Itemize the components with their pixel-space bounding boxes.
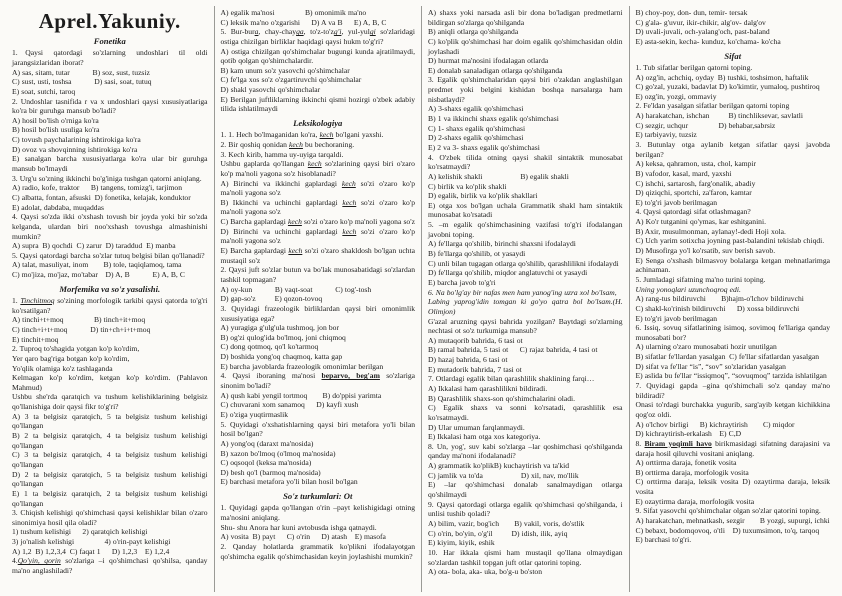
text-line: C) o'rin, bo'yin, o'g'il D) idish, ilik, ayiq [428, 528, 568, 538]
text-line: A) sas, sitam, tutar B) soz, sust, tuzsiz [12, 67, 150, 77]
text-line: B) 1 va ikkinchi shaxs egalik qo'shimchasi [428, 114, 559, 124]
text-line: C) bebaxt, bodomqovoq, o'tli D) tuxumsimon, to'q, tarqoq [635, 525, 820, 535]
text-line: C) chuvarani xom sanamoq D) kayfi xush [220, 400, 359, 410]
text-line: A) Ikkalasi ham qarashlilikni bildiradi. [428, 383, 548, 393]
text-line: A) tinchi+t+moq B) tinch+it+moq [12, 315, 146, 325]
text-line: E) –lar qo'shimchasi donalab sanalmaydigan otlarga qo'shilmaydi [428, 480, 623, 500]
text-line: E) barcha javob to'g'ri [428, 277, 496, 287]
text-line: D) qiziqchi, sportchi, za'faron, kamtar [635, 188, 752, 198]
text-line: C) tinch+i+t+moq D) tin+ch+i+t+moq [12, 324, 151, 334]
text-line: G'azal aruzning qaysi bahrida yozilgan? Baytdagi so'zlarning nechtasi ot so'z turkumiga mansub? [428, 316, 623, 336]
text-line: E) Ikkalasi ham otga xos kategoriya. [428, 432, 541, 442]
text-line: A) ota- bola, aka- uka, bo'g-u bo'ston [428, 567, 543, 577]
text-line: C) leksik ma'no o'zgarishi D) A va B E) A, B, C [220, 17, 387, 27]
doc-title: Aprel.Yakuniy. [38, 9, 181, 33]
text-line: D) egalik, birlik va ko'plik shakllari [428, 191, 538, 201]
text-line: Shu- shu Anora har kuni avtobusda ishga qatnaydi. [220, 522, 377, 532]
text-line: 3. Kech kirib, hamma uy-uyiga tarqaldi. [220, 149, 344, 159]
text-line: E) mutadorik bahrida, 7 tasi ot [428, 364, 522, 374]
text-line: 2. Fe'ldan yasalgan sifatlar berilgan qatorni toping [635, 101, 790, 111]
text-line: C) orttirma daraja, leksik vosita D) ozaytirma daraja, leksik vosita [635, 477, 830, 497]
text-line: C) unli bilan tugagan otlarga qo'shilib, qarashlilikni ifodalaydi [428, 258, 619, 268]
text-line: 1) tushum kelishigi 2) qaratqich kelishigi [12, 527, 148, 537]
text-line: D) shakl yasovchi qo'shimchalar [220, 85, 321, 95]
text-line: B) vafodor, kasal, mard, yaxshi [635, 168, 732, 178]
text-line: E) o'ziga yuqtirmaslik [220, 409, 289, 419]
text-line: 2. Tuproq to'shagida yotgan ko'p ko'rdim, [12, 344, 140, 354]
text-line: C) Barcha gaplardagi kech so'zi o'zaro ko'p ma'noli yagona so'z [220, 217, 415, 227]
text-line: E) sanalgan barcha xususiyatlarga ko'ra ular bir guruhga mansub bo'lmaydi [12, 154, 208, 174]
text-line: 5. Quyidagi o'xshatishlarning qaysi biri metafora yo'li bilan hosil bo'lgan? [220, 419, 415, 439]
text-line: Ushbu she'rda qaratqich va tushum kelishiklarining belgisiz qo'llanishiga doir qaysi fikr to'g'ri? [12, 392, 208, 412]
text-line: E) otga xos bo'lgan uchala Grammatik shakl ham sintaktik munosabat ko'rsatadi [428, 200, 623, 220]
text-line: 9. Qaysi qatordagi otlarga egalik qo'shimchasi qo'shilganda, i unlisi tushib qoladi? [428, 499, 623, 519]
text-line: A) orttirma daraja, fonetik vosita [635, 458, 737, 468]
text-line: E) barchasi to'g'ri. [635, 535, 692, 545]
text-line: A) Ko'r tutganini qo'ymas, kar eshitganini. [635, 217, 766, 227]
text-line: B) ramal bahrida, 5 tasi ot C) rajaz bahrida, 4 tasi ot [428, 345, 598, 355]
text-line: B) Qarashlilik shaxs-son qo'shimchalarini oladi. [428, 393, 576, 403]
text-line: A) harakatchan, mehnatkash, sezgir B yozgi, supurgi, ichki [635, 515, 830, 525]
text-line: A) ozg'in, achchiq, oyday B) tushki, toshsimon, haftalik [635, 72, 809, 82]
text-line: Onasi to'rdagi burchakka yugurib, sarg'ayib ketgan kichikkina qog'oz oldi. [635, 400, 830, 419]
text-line: 2. Bir qoshiq qonidan kech bu bechoraning. [220, 140, 355, 149]
text-line: D) fe'llarga qo'shilib, miqdor anglatuvchi ot yasaydi [428, 268, 588, 278]
text-line: 5. Qaysi qatordagi barcha so'zlar tutuq belgisi bilan qo'llanadi? [12, 250, 205, 260]
text-line: 3. Urg'u so'zning ikkinchi bo'g'iniga tushgan qatorni aniqlang. [12, 173, 202, 183]
text-line: 1. 1. Hech bo'lmaganidan ko'ra, kech bo'lgani yaxshi. [220, 130, 384, 140]
text-line: Uning yonoqlari uzunchoqroq edi. [635, 284, 741, 294]
text-line: A) mutaqorib bahrida, 6 tasi ot [428, 335, 523, 345]
text-line: A) grammatik ko'plikB) kuchaytirish va ta'kid [428, 461, 570, 471]
text-line: 1. Quyidagi gapda qo'llangan o'rin –payt kelishigidagi otning ma'nosini aniqlang. [220, 503, 415, 523]
text-line: A) 3 ta belgisiz qaratqich, 5 ta belgisiz tushum kelishigi qo'llangan [12, 411, 208, 431]
column-4 [629, 6, 837, 592]
text-line: A) kelishik shakli B) egalik shakli [428, 171, 569, 181]
text-line: D) Ular umuman farqlanmaydi. [428, 422, 525, 432]
text-line: C) 1- shaxs egalik qo'shimchasi [428, 123, 526, 133]
text-line: Ushbu gaplarda qo'llangan kech so'zlarining qaysi biri o'zaro ko'p ma'noli yagona so'z hisoblanadi? [220, 159, 415, 178]
text-line: B) Axir, musulmonman, aylanay!-dedi Hoji xola. [635, 226, 786, 236]
text-line: C) jamlik va to'da D) xil, nav, mo'llik [428, 470, 579, 480]
text-line: E) adolat, dabdaba, muqaddas [12, 202, 104, 212]
text-line: 4. O'zbek tilida otning qaysi shakil sintaktik munosabat ko'rsatmaydi? [428, 152, 623, 172]
text-line: E) donalab sanaladigan otlarga qo'shilganda [428, 65, 563, 75]
text-line: D) boshida yong'oq chaqmoq, katta gap [220, 352, 343, 362]
text-line: A) Birinchi va ikkinchi gaplardagi kech so'zi o'zaro ko'p ma'noli yagona so'z [220, 178, 416, 198]
text-line: 7. Otlardagi egalik bilan qarashlilik shaklining farqi… [428, 374, 595, 384]
text-line: 3. Egalik qo'shimchalaridan qaysi biri o'zakdan anglashilgan predmet yoki belgini kishidan boshqa narsalarga ham nisbatlaydi? [428, 75, 623, 104]
text-line: A) bilim, vazir, bog'ich B) vakil, voris, do'stlik [428, 518, 585, 528]
text-line: C) ishchi, sartarosh, farg'onalik, abadiy [635, 178, 756, 188]
text-line: B) xazon bo'lmoq (o'lmoq ma'nosida) [220, 448, 336, 458]
section-heading: Sifat [724, 50, 742, 61]
text-line: D) 2 ta belgisiz qaratqich, 5 ta belgisiz tushum kelishigi qo'llangan [12, 469, 208, 489]
text-line: A) qush kabi yengil tortmoq B) do'ppisi yarimta [220, 390, 382, 400]
text-line: A) keksa, qahramon, usta, chol, kampir [635, 159, 757, 169]
column-2 [214, 6, 422, 592]
section-heading: Fonetika [93, 36, 126, 47]
text-line: 2. Qaysi juft so'zlar butun va bo'lak munosabatidagi so'zlardan tashkil topmagan? [220, 265, 415, 284]
text-line: C) albatta, fontan, afsuski D) fonetika, kelajak, konduktor [12, 192, 191, 202]
text-line: D) hurmat ma'nosini ifodalagan otlarda [428, 56, 549, 66]
text-line: E) aslida bu fe'llar “issiqmoq”, “sovuqmoq” tarzida ishlatilgan [635, 371, 827, 381]
text-line: E) ozg'in, yozgi, ommaviy [635, 91, 717, 101]
text-line: A) ularning o'zaro munosabati hozir unutilgan [635, 342, 777, 352]
text-line: C) dong qotmoq, qo'l ko'tarmoq [220, 342, 319, 352]
text-line: C) birlik va ko'plik shakli [428, 181, 507, 191]
text-line: 4. Qaysi qatordagi sifat otlashmagan? [635, 207, 751, 217]
text-line: E) ozaytirma daraja, morfologik vosita [635, 496, 755, 506]
text-line: C) tovush paychalarining ishtirokiga ko'ra [12, 135, 141, 145]
section-heading: Leksikologiya [293, 118, 343, 129]
text-line: B) Ikkinchi va uchinchi gaplardagi kech so'zi o'zaro ko'p ma'noli yagona so'z [220, 197, 415, 217]
text-line: B) sifatlar fe'llardan yasalgan C) fe'llar sifatlardan yasalgan [635, 352, 820, 362]
text-line: B) 2 ta belgisiz qaratqich, 4 ta belgisiz tushum kelishigi qo'llangan [12, 431, 208, 450]
text-line: E) 2 va 3- shaxs egalik qo'shimchasi [428, 142, 540, 152]
text-line: 5. Bur-bura, chay-chayga, to'z-to'zg'i, yul-yulgi so'zlaridagi ostiga chizilgan birliklar haqidagi qaysi hukm to'g'ri? [220, 27, 415, 46]
text-line: C) mo'jiza, mo'jaz, mo'tabar D) A, B E) A, B, C [12, 270, 185, 280]
text-line: C) Uch yarim sotixcha joyning past-balandini tekislab chiqdi. [635, 236, 825, 246]
text-line: E) barcha javoblarda frazeologik omonimlar berilgan [220, 361, 384, 371]
column-3 [421, 6, 629, 592]
text-line: C) shakl-ko'rinish bildiruvchi D) xossa bildiruvchi [635, 303, 800, 313]
text-line: 1. Qaysi qatordagi so'zlarning undoshlari til oldi jarangsizlaridan iborat? [12, 48, 208, 67]
text-line: 8. Biram yoqimli havo birikmasidagi sifatning darajasini va daraja hosil qiluvchi vositani aniqlang. [635, 438, 830, 458]
text-line: A) o'lchov birligi B) kichraytirish C) miqdor [635, 419, 795, 429]
text-line: D) Birinchi va uchinchi gaplardagi kech so'zi o'zaro ko'p ma'noli yagona so'z [220, 226, 415, 246]
text-line: 3. Butunlay otga aylanib ketgan sifatlar qaysi javobda berilgan? [635, 140, 830, 159]
text-line: E) 1 ta belgisiz qaratqich, 2 ta belgisiz tushum kelishigi qo'llangan [12, 488, 208, 508]
text-line: 3. Quyidagi frazeologik birliklardan qaysi biri omonimlik xususiyatiga ega? [220, 303, 415, 323]
text-line: Labing yaprog'idin tomgan ki go'yo qatra bol bo'lsam.(H. Olimjon) [428, 297, 623, 316]
text-line: 5. –m egalik qo'shimchasining vazifasi to'g'ri ifodalangan javobni toping. [428, 220, 623, 239]
text-line: E) Senga o'xshash bilmasvoy bolalarga ketgan mehnatlarimga achinaman. [635, 255, 830, 275]
text-line: A) supra B) qochdi C) zarur D) taraddud E) manba [12, 241, 176, 251]
text-line: A) shaxs yoki narsada asli bir dona bo'ladigan predmetlarni bildirgan so'zlarga qo'shilganda [428, 8, 623, 27]
text-line: A) egalik ma'nosi B) omonimik ma'no [220, 8, 367, 17]
text-line: 4. Qaysi so'zda ikki o'xshash tovush bir joyda yoki bir so'zda kelganda, ulardan biri noo'xshash tovushga almashinishi mumkin? [12, 212, 208, 241]
text-line: A) talat, masuliyat, inom B) tole, taqiqlamoq, tama [12, 260, 182, 270]
text-line: D) gap-so'z E) qozon-tovoq [220, 294, 323, 304]
text-line: D) ovoz va shovqinning ishtirokiga ko'ra [12, 144, 138, 154]
text-line: C) g'ala- g'uvur, ikir-chikir, alg'ov- dalg'ov [635, 17, 766, 27]
text-line: A) fe'llarga qo'shilib, birinchi shaxsni ifodalaydi [428, 239, 576, 249]
text-line: C) Egalik shaxs va sonni ko'rsatadi, qarashlilik esa ko'rsatmaydi. [428, 403, 623, 422]
text-line: B) fe'llarga qo'shilib, ot yasaydi [428, 249, 526, 259]
text-line: 6. Issiq, sovuq sifatlarining isimoq, sovimoq fe'llariga qanday munosabati bor? [635, 323, 830, 342]
text-line: 8. Un, yog', suv kabi so'zlarga –lar qoshimchasi qo'shilganda qanday ma'noni ifodalanadi? [428, 441, 623, 461]
text-line: A) yong'oq (daraxt ma'nosida) [220, 438, 314, 448]
text-line: A) rang-tus bildiruvchi B)hajm-o'lchov bildiruvchi [635, 294, 804, 304]
text-line: E) barchasi metafora yo'li bilan hosil bo'lgan [220, 477, 358, 487]
text-line: D) 2-shaxs egalik qo'shimchasi [428, 133, 524, 143]
text-line: 4. Qaysi iboraning ma'nosi beparvo, beg'am so'zlariga sinonim bo'ladi? [220, 371, 415, 391]
section-heading: So'z turkumlari: Ot [283, 491, 353, 502]
text-line: E) Barcha gaplardagi kech so'zi o'zaro shakldosh bo'lgan uchta mustaqil so'z [220, 246, 415, 265]
text-line: 4.Qo'yin, qorin so'zlariga –i qo'shimchasi qo'shilsa, qanday ma'no anglashiladi? [12, 556, 208, 575]
text-line: A) yuragiga g'ulg'ula tushmoq, jon bor [220, 323, 339, 333]
text-line: E) Berilgan juftliklarning ikkinchi qismi hozirgi o'zbek adabiy tilida ishlatilmaydi [220, 94, 415, 114]
text-line: C) 3 ta belgisiz qaratqich, 4 ta belgisiz tushum kelishigi qo'llangan [12, 450, 208, 469]
text-line: A) 3-shaxs egalik qo'shimchasi [428, 104, 524, 114]
text-line: B) orttirma daraja, morfologik vosita [635, 467, 749, 477]
text-line: C) go'zal, yuzaki, badavlat D) ko'kimtir, yumaloq, pushtiroq [635, 82, 820, 92]
text-line: A) radio, kofe, traktor B) tangens, tomizg'i, tarjimon [12, 183, 183, 193]
text-line: D) hazaj bahrida, 6 tasi ot [428, 355, 508, 365]
text-line: D) sifat va fe'llar “is”, “sov” so'zlaridan yasalgan [635, 361, 786, 371]
text-line: E) to'g'ri javob berilmagan [635, 197, 718, 207]
text-line: A) vosita B) payt C) o'rin D) atash E) masofa [220, 532, 386, 542]
text-line: Yo'qlik olamiga ko'z tashlaganda [12, 363, 113, 373]
text-line: C) sust, usti, toshsa D) sasi, soat, tutuq [12, 77, 152, 87]
text-line: D) Musofirga yo'l ko'rsatib, suv berish savob. [635, 246, 776, 256]
text-line: B) kam unum so'z yasovchi qo'shimchalar [220, 65, 350, 75]
text-line: Yer qaro bag'riga botgan ko'p ko'rdim, [12, 353, 130, 363]
text-line: A) hosil bo'lish o'rniga ko'ra [12, 115, 99, 125]
text-line: D) uvali-juvali, och-yalang'och, past-baland [635, 27, 770, 37]
text-line: 7. Quyidagi gapda –gina qo'shimchali so'z qanday ma'no bildiradi? [635, 381, 830, 400]
text-line: 2. Undoshlar tasnifida r va x undoshlari qaysi xususiyatlariga ko'ra bir guruhga mansub bo'ladi? [12, 96, 208, 116]
text-line: 3) jo'nalish kelishigi 4) o'rin-payt kelishigi [12, 537, 171, 547]
column-1 [6, 6, 214, 592]
text-line: A) 1,2 B) 1,2,3,4 C) faqat 1 D) 1,2,3 E) 1,2,4 [12, 546, 170, 556]
text-line: C) sezgir, uchqur D) behabar,sabrsiz [635, 120, 776, 130]
text-line: 10. Har ikkala qismi ham mustaqil qo'llana olmaydigan so'zlardan tashkil topgan juft otlar qatorini toping. [428, 547, 623, 567]
text-line: A) ostiga chizilgan qo'shimchalar bugungi kunda ajratilmaydi, qotib qolgan qo'shimchalardir. [220, 46, 415, 66]
text-line: E) kiyim, kiyik, eshik [428, 538, 495, 548]
text-line: Kelmagan ko'p ko'rdim, ketgan ko'p ko'rdim. (Pahlavon Mahmud) [12, 373, 208, 392]
text-line: 2. Qanday holatlarda grammatik ko'plikni ifodalayotgan qo'shimcha egalik qo'shimchasidan keyin joylashishi mumkin? [220, 541, 415, 561]
text-line: 1. Tinchitmoq so'zining morfologik tarkibi qaysi qatorda to'g'ri ko'rsatilgan? [12, 296, 208, 315]
section-heading: Morfemika va so'z yasalishi. [59, 283, 161, 294]
text-line: E) tarbiyaviy, tuzsiz [635, 130, 697, 140]
text-line: A) harakatchan, ishchan B) tinchliksevar, savlatli [635, 111, 804, 121]
text-line: 5. Jumladagi sifatning ma'no turini toping. [635, 274, 766, 284]
text-line: B) hosil bo'lish usuliga ko'ra [12, 125, 100, 135]
text-line: E) to'g'ri javob berilmagan [635, 313, 718, 323]
text-line: C) ko'plik qo'shimchasi har doim egalik qo'shimchasidan oldin joylashadi [428, 36, 623, 56]
text-line: D) kichraytirish-erkalash E) C,D [635, 429, 742, 439]
text-line: 1. Tub sifatlar berilgan qatorni toping. [635, 62, 753, 72]
text-line: D) besh qo'l (barmoq ma'nosida) [220, 467, 321, 477]
text-line: 6. Na bo'lg'ay bir nafas men ham yanog'ing uzra xol bo'lsam, [428, 287, 617, 297]
text-line: C) fe'lga xos so'z o'zgartiruvchi qo'shimchalar [220, 75, 362, 85]
text-line: 9. Sifat yasovchi qo'shimchalar olgan so'zlar qatorini toping. [635, 506, 821, 516]
text-line: B) aniqli otlarga qo'shilganda [428, 27, 519, 37]
text-line: B) choy-poy, don- dun, temir- tersak [635, 8, 748, 17]
text-line: E) soat, sutchi, taroq [12, 86, 76, 96]
text-line: C) oqsoqol (keksa ma'nosida) [220, 458, 312, 468]
text-line: B) og'zi qulog'ida bo'lmoq, joni chiqmoq [220, 332, 346, 342]
text-line: E) asta-sekin, kecha- kunduz, ko'chama- ko'cha [635, 36, 781, 46]
text-line: 3. Chiqish kelishigi qo'shimchasi qaysi kelishiklar bilan o'zaro sinonimiya hosil qila oladi? [12, 508, 208, 527]
text-line: E) tinchit+moq [12, 334, 59, 344]
text-line: A) oy-kun B) vaqt-soat C) tog'-tosh [220, 284, 372, 294]
